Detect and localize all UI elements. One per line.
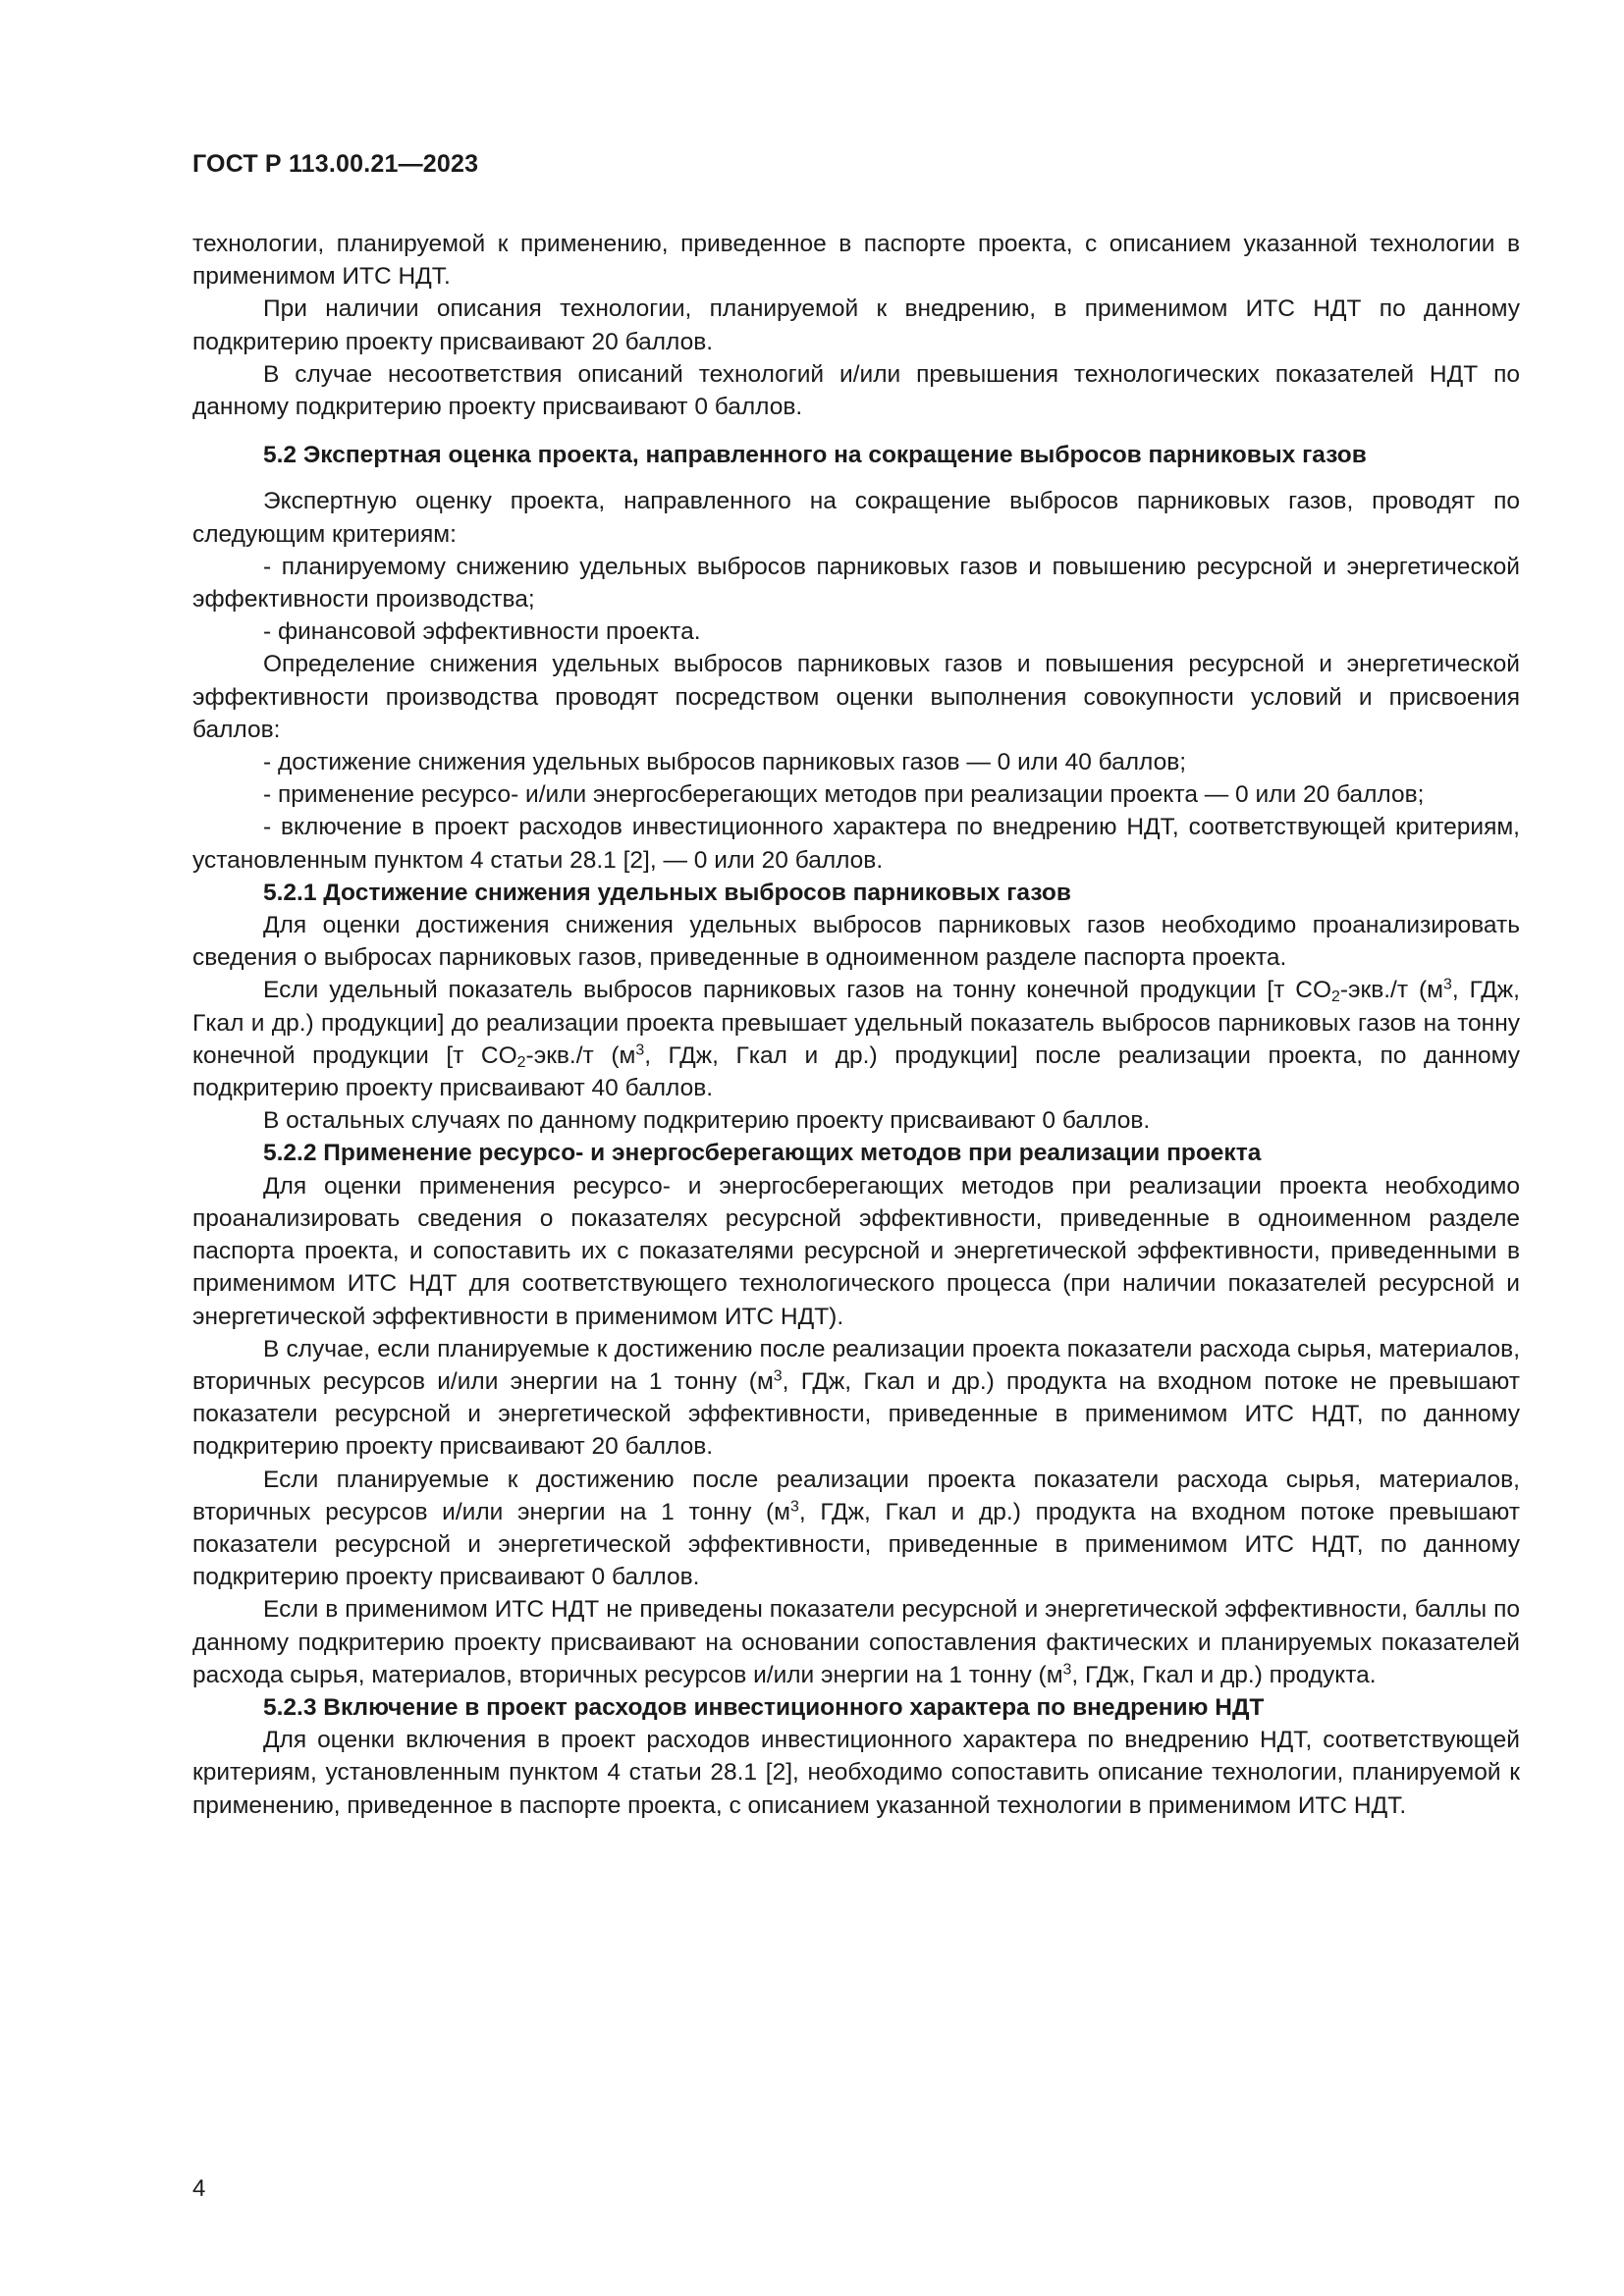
paragraph [192,1593,1520,1691]
paragraph: технологии, планируемой к применению, приведенное в паспорте проекта, с описанием указанной технологии в применимом ИТС НДТ. [192,231,1520,291]
paragraph: Для оценки достижения снижения удельных выбросов парниковых газов необходимо проанализировать сведения о выбросах парниковых газов, приведенные в одноименном разделе паспорта проекта. [192,912,1520,972]
superscript: 3 [790,1497,799,1515]
subscript: 2 [1331,988,1340,1006]
paragraph: Экспертную оценку проекта, направленного на сокращение выбросов парниковых газов, проводят по следующим критериям: [192,488,1520,548]
text-run: , ГДж, Гкал и др.) продукции] после реализации проекта, по данному подкритерию проекту присваивают 40 баллов. [192,1041,1521,1102]
section-heading-5-2-3: 5.2.3 Включение в проект расходов инвестиционного характера по внедрению НДТ [263,1693,1265,1721]
section-heading-5-2-2: 5.2.2 Применение ресурсо- и энергосберегающих методов при реализации проекта [263,1140,1262,1167]
paragraph: При наличии описания технологии, планируемой к внедрению, в применимом ИТС НДТ по данному подкритерию проекту присваивают 20 баллов. [192,295,1520,355]
superscript: 3 [635,1041,645,1059]
text-run: , ГДж, Гкал и др.) продукта на входном потоке не превышают показатели ресурсной и энергетической эффективности, приведенные в применимом ИТС НДТ, по данному подкритерию проекту присваивают 20 баллов. [192,1367,1520,1461]
paragraph: В остальных случаях по данному подкритерию проекту присваивают 0 баллов. [263,1107,1151,1135]
paragraph: В случае несоответствия описаний технологий и/или превышения технологических показателей НДТ по данному подкритерию проекту присваивают 0 баллов. [192,360,1520,421]
text-run: В случае, если планируемые к достижению после реализации проекта показатели расхода сырья, материалов, вторичных ресурсов и/или энергии на 1 тонну (м [192,1335,1520,1395]
paragraph: Для оценки включения в проект расходов инвестиционного характера по внедрению НДТ, соответствующей критериям, установленным пунктом 4 статьи 28.1 [2], необходимо сопоставить описание технологии, планируемой к применению, приведенное в паспорте проекта, с описанием указанной технологии в применимом ИТС НДТ. [192,1727,1520,1819]
text-run: , ГДж, Гкал и др.) продукта. [1071,1661,1377,1688]
text-run: Если удельный показатель выбросов парниковых газов на тонну конечной продукции [т CO [263,977,1331,1004]
list-item: - применение ресурсо- и/или энергосберегающих методов при реализации проекта — 0 или 20 баллов; [263,781,1425,809]
list-item: - финансовой эффективности проекта. [263,618,701,646]
page-number: 4 [192,2175,206,2202]
paragraph [192,1464,1520,1594]
document-header: ГОСТ Р 113.00.21—2023 [192,150,479,178]
superscript: 3 [773,1367,783,1385]
text-run: , ГДж, Гкал и др.) продукции] до реализации проекта превышает удельный показатель выбросов парниковых газов на тонну конечной продукции [т CO [192,977,1520,1069]
text-run: , ГДж, Гкал и др.) продукта на входном потоке превышают показатели ресурсной и энергетической эффективности, приведенные в применимом ИТС НДТ, по данному подкритерию проекту присваивают 0 баллов. [192,1498,1520,1591]
paragraph: Для оценки применения ресурсо- и энергосберегающих методов при реализации проекта необходимо проанализировать сведения о показателях ресурсной эффективности, приведенные в одноименном разделе паспорта проекта, и сопоставить их с показателями ресурсной и энергетической эффективности, приведенными в применимом ИТС НДТ для соответствующего технологического процесса (при наличии показателей ресурсной и энергетической эффективности в применимом ИТС НДТ). [192,1172,1520,1330]
text-run: -экв./т (м [1339,977,1443,1004]
section-heading-5-2-1: 5.2.1 Достижение снижения удельных выбросов парниковых газов [263,879,1071,906]
list-item: - включение в проект расходов инвестиционного характера по внедрению НДТ, соответствующей критериям, установленным пунктом 4 статьи 28.1 [2], — 0 или 20 баллов. [192,814,1520,874]
text-run: -экв./т (м [525,1041,636,1069]
text-run: Если в применимом ИТС НДТ не приведены показатели ресурсной и энергетической эффективности, баллы по данному подкритерию проекту присваивают на основании сопоставления фактических и планируемых показателей расхода сырья, материалов, вторичных ресурсов и/или энергии на 1 тонну (м [192,1596,1520,1688]
paragraph [192,1333,1520,1464]
list-item: - достижение снижения удельных выбросов парниковых газов — 0 или 40 баллов; [263,749,1187,776]
paragraph [192,974,1520,1104]
section-heading-5-2: 5.2 Экспертная оценка проекта, направленного на сокращение выбросов парниковых газов [263,442,1367,469]
document-body [192,228,1520,1822]
superscript: 3 [1443,976,1452,993]
paragraph: Определение снижения удельных выбросов парниковых газов и повышения ресурсной и энергетической эффективности производства проводят посредством оценки выполнения совокупности условий и присвоения баллов: [192,651,1520,743]
superscript: 3 [1062,1660,1072,1678]
list-item: - планируемому снижению удельных выбросов парниковых газов и повышению ресурсной и энергетической эффективности производства; [192,553,1520,614]
subscript: 2 [516,1053,526,1071]
text-run: Если планируемые к достижению после реализации проекта показатели расхода сырья, материалов, вторичных ресурсов и/или энергии на 1 тонну (м [192,1466,1520,1525]
